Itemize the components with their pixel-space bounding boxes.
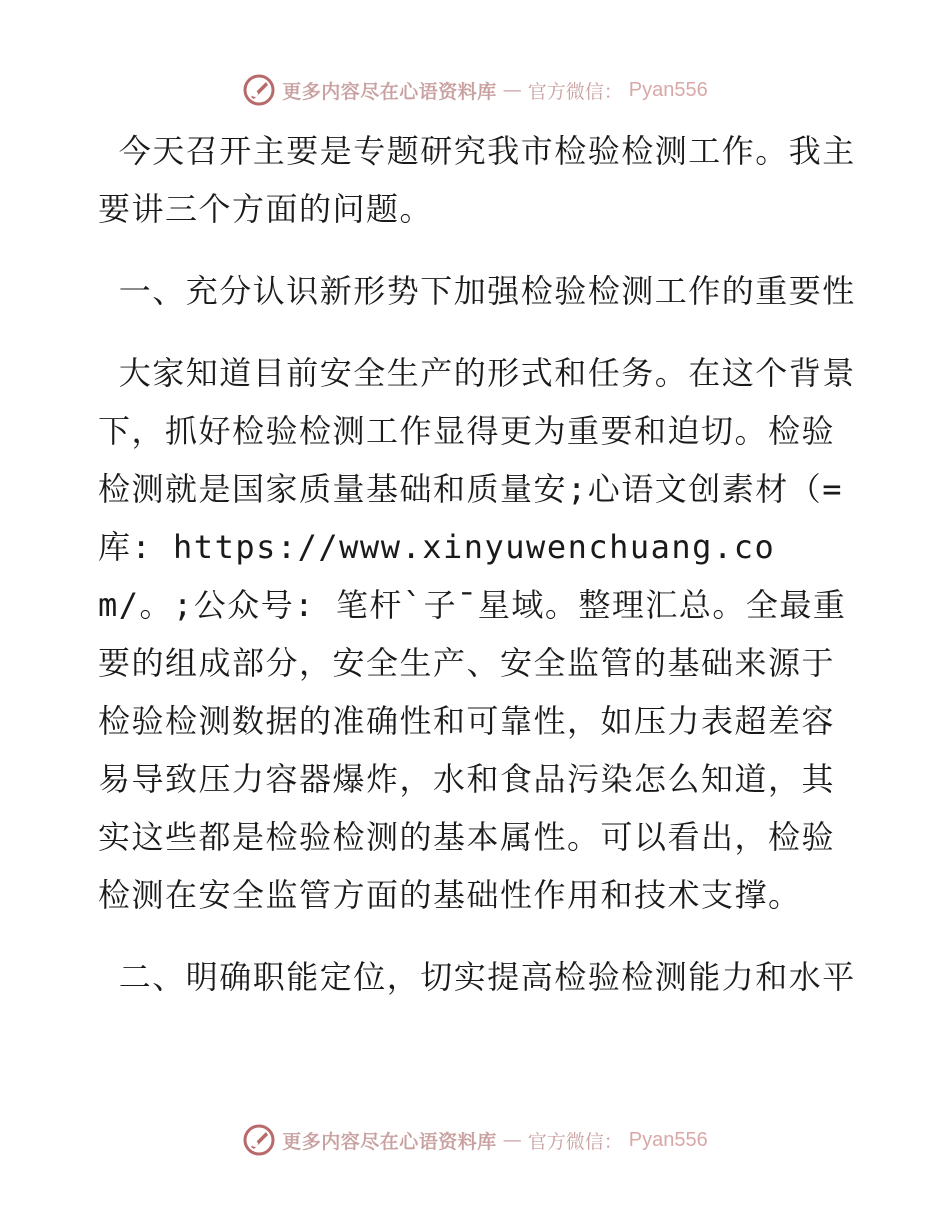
- quill-seal-icon: [242, 1123, 276, 1157]
- watermark-wechat-label: 官方微信：: [527, 1130, 623, 1153]
- section-heading-1: 一、充分认识新形势下加强检验检测工作的重要性: [98, 272, 856, 310]
- watermark-wechat-id: Pyan556: [628, 78, 708, 101]
- watermark-separator: —: [502, 1129, 522, 1151]
- quill-seal-icon: [242, 73, 276, 107]
- watermark-site-text: 更多内容尽在心语资料库: [282, 80, 497, 103]
- header-watermark: [0, 70, 950, 110]
- footer-watermark: [0, 1120, 950, 1160]
- watermark-site-text: 更多内容尽在心语资料库: [282, 1130, 497, 1153]
- intro-paragraph: 今天召开主要是专题研究我市检验检测工作。我主要讲三个方面的问题。: [98, 132, 856, 228]
- document-body: [98, 122, 858, 1030]
- body-paragraph: 大家知道目前安全生产的形式和任务。在这个背景下，抓好检验检测工作显得更为重要和迫切。检验检测就是国家质量基础和质量安;心语文创素材（=库: https://www.xinyuwenchuang.com/。;公众号: 笔杆`子¯星域。整理汇总。全最重要的组成部分，安全生产、安全监管的基础来源于检验检测数据的准确性和可靠性，如压力表超差容易导致压力容器爆炸，水和食品污染怎么知道，其实这些都是检验检测的基本属性。可以看出，检验检测在安全监管方面的基础性作用和技术支撑。: [98, 354, 856, 914]
- watermark-wechat-label: 官方微信：: [527, 80, 623, 103]
- section-heading-2: 二、明确职能定位，切实提高检验检测能力和水平: [98, 958, 856, 996]
- watermark-wechat-id: Pyan556: [628, 1128, 708, 1151]
- watermark-separator: —: [502, 79, 522, 101]
